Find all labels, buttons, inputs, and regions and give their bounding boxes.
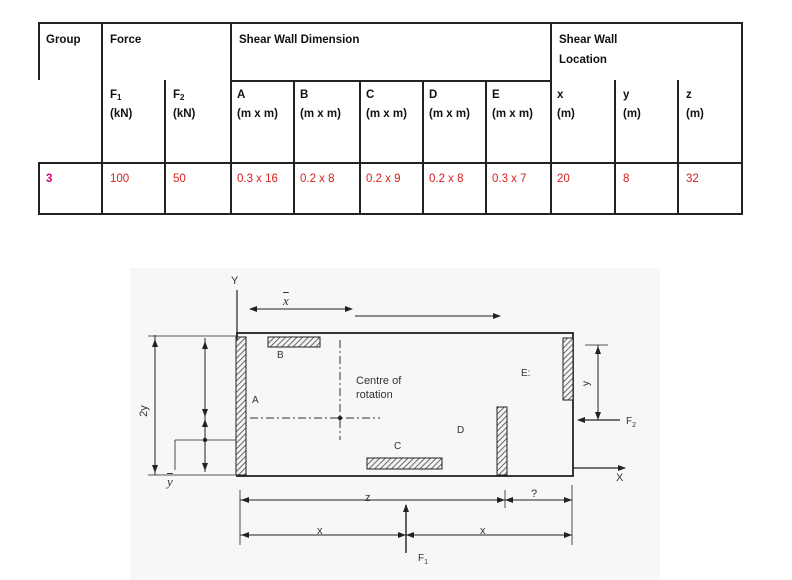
wall-a-label: A bbox=[252, 395, 259, 406]
subheader-a-unit: (m x m) bbox=[237, 108, 278, 120]
row-value-c: 0.2 x 9 bbox=[366, 173, 401, 185]
subheader-z-name: z bbox=[686, 89, 692, 101]
header-group: Group bbox=[46, 34, 81, 46]
subheader-c-name: C bbox=[366, 89, 375, 101]
header-shear-wall-location-1: Shear Wall bbox=[559, 34, 618, 46]
subheader-b-unit: (m x m) bbox=[300, 108, 341, 120]
subheader-f2-sub: 2 bbox=[180, 93, 185, 102]
axis-y-label: Y bbox=[231, 275, 239, 287]
subheader-a-name: A bbox=[237, 89, 246, 101]
subheader-y-name: y bbox=[623, 89, 630, 101]
wall-c-label: C bbox=[394, 441, 402, 452]
subheader-x-unit: (m) bbox=[557, 108, 575, 120]
header-force: Force bbox=[110, 34, 142, 46]
row-value-z: 32 bbox=[686, 173, 699, 185]
centre-of-rotation-label-1: Centre of bbox=[356, 375, 402, 387]
shear-wall-a bbox=[236, 337, 246, 475]
force-f2-label bbox=[626, 416, 636, 429]
force-f1-name: F bbox=[418, 553, 425, 564]
subheader-f1-sub: 1 bbox=[117, 93, 122, 102]
shear-wall-e bbox=[563, 338, 573, 400]
centre-of-rotation-point bbox=[338, 416, 342, 420]
row-value-x: 20 bbox=[557, 173, 570, 185]
xbar-label: $\overline{x}$ bbox=[283, 293, 289, 308]
subheader-f1-unit: (kN) bbox=[110, 108, 133, 120]
dim-z-label: z bbox=[365, 492, 371, 504]
subheader-y-unit: (m) bbox=[623, 108, 641, 120]
subheader-f1-name: F bbox=[110, 89, 118, 101]
row-value-y: 8 bbox=[623, 173, 630, 185]
subheader-z-unit: (m) bbox=[686, 108, 704, 120]
dim-x-right-label: x bbox=[480, 525, 486, 537]
subheader-e-unit: (m x m) bbox=[492, 108, 533, 120]
shear-wall-d bbox=[497, 407, 507, 475]
header-shear-wall-location-2: Location bbox=[559, 54, 607, 66]
row-value-b: 0.2 x 8 bbox=[300, 173, 335, 185]
subheader-x-name: x bbox=[557, 89, 564, 101]
force-f2-name: F bbox=[626, 416, 633, 427]
axis-x-label: X bbox=[616, 472, 624, 484]
row-value-e: 0.3 x 7 bbox=[492, 173, 527, 185]
wall-b-label: B bbox=[277, 350, 284, 361]
subheader-f2-unit: (kN) bbox=[173, 108, 196, 120]
wall-e-label: E: bbox=[521, 368, 531, 379]
row-value-f1: 100 bbox=[110, 173, 130, 185]
figure-background bbox=[130, 268, 660, 580]
subheader-f2-name: F bbox=[173, 89, 181, 101]
dim-y-label: y bbox=[581, 381, 592, 386]
force-f2-sub: 2 bbox=[632, 422, 637, 429]
row-group: 3 bbox=[46, 173, 53, 185]
shear-wall-c bbox=[367, 458, 442, 469]
row-value-f2: 50 bbox=[173, 173, 186, 185]
centre-of-rotation-label-2: rotation bbox=[356, 389, 393, 401]
subheader-b-name: B bbox=[300, 89, 309, 101]
subheader-d-unit: (m x m) bbox=[429, 108, 470, 120]
subheader-e-name: E bbox=[492, 89, 500, 101]
ybar-label: $\overline{y}$ bbox=[167, 474, 173, 489]
subheader-c-unit: (m x m) bbox=[366, 108, 407, 120]
dim-x-left-label: x bbox=[317, 525, 323, 537]
force-f1-label bbox=[418, 553, 428, 566]
subheader-d-name: D bbox=[429, 89, 438, 101]
shear-wall-b bbox=[268, 337, 320, 347]
wall-d-label: D bbox=[457, 425, 465, 436]
force-f1-sub: 1 bbox=[424, 559, 429, 566]
row-value-a: 0.3 x 16 bbox=[237, 173, 278, 185]
dim-q-label: ? bbox=[531, 488, 538, 500]
header-shear-wall-dimension: Shear Wall Dimension bbox=[239, 34, 360, 46]
dim-2y-label: 2y bbox=[137, 405, 150, 417]
row-value-d: 0.2 x 8 bbox=[429, 173, 464, 185]
